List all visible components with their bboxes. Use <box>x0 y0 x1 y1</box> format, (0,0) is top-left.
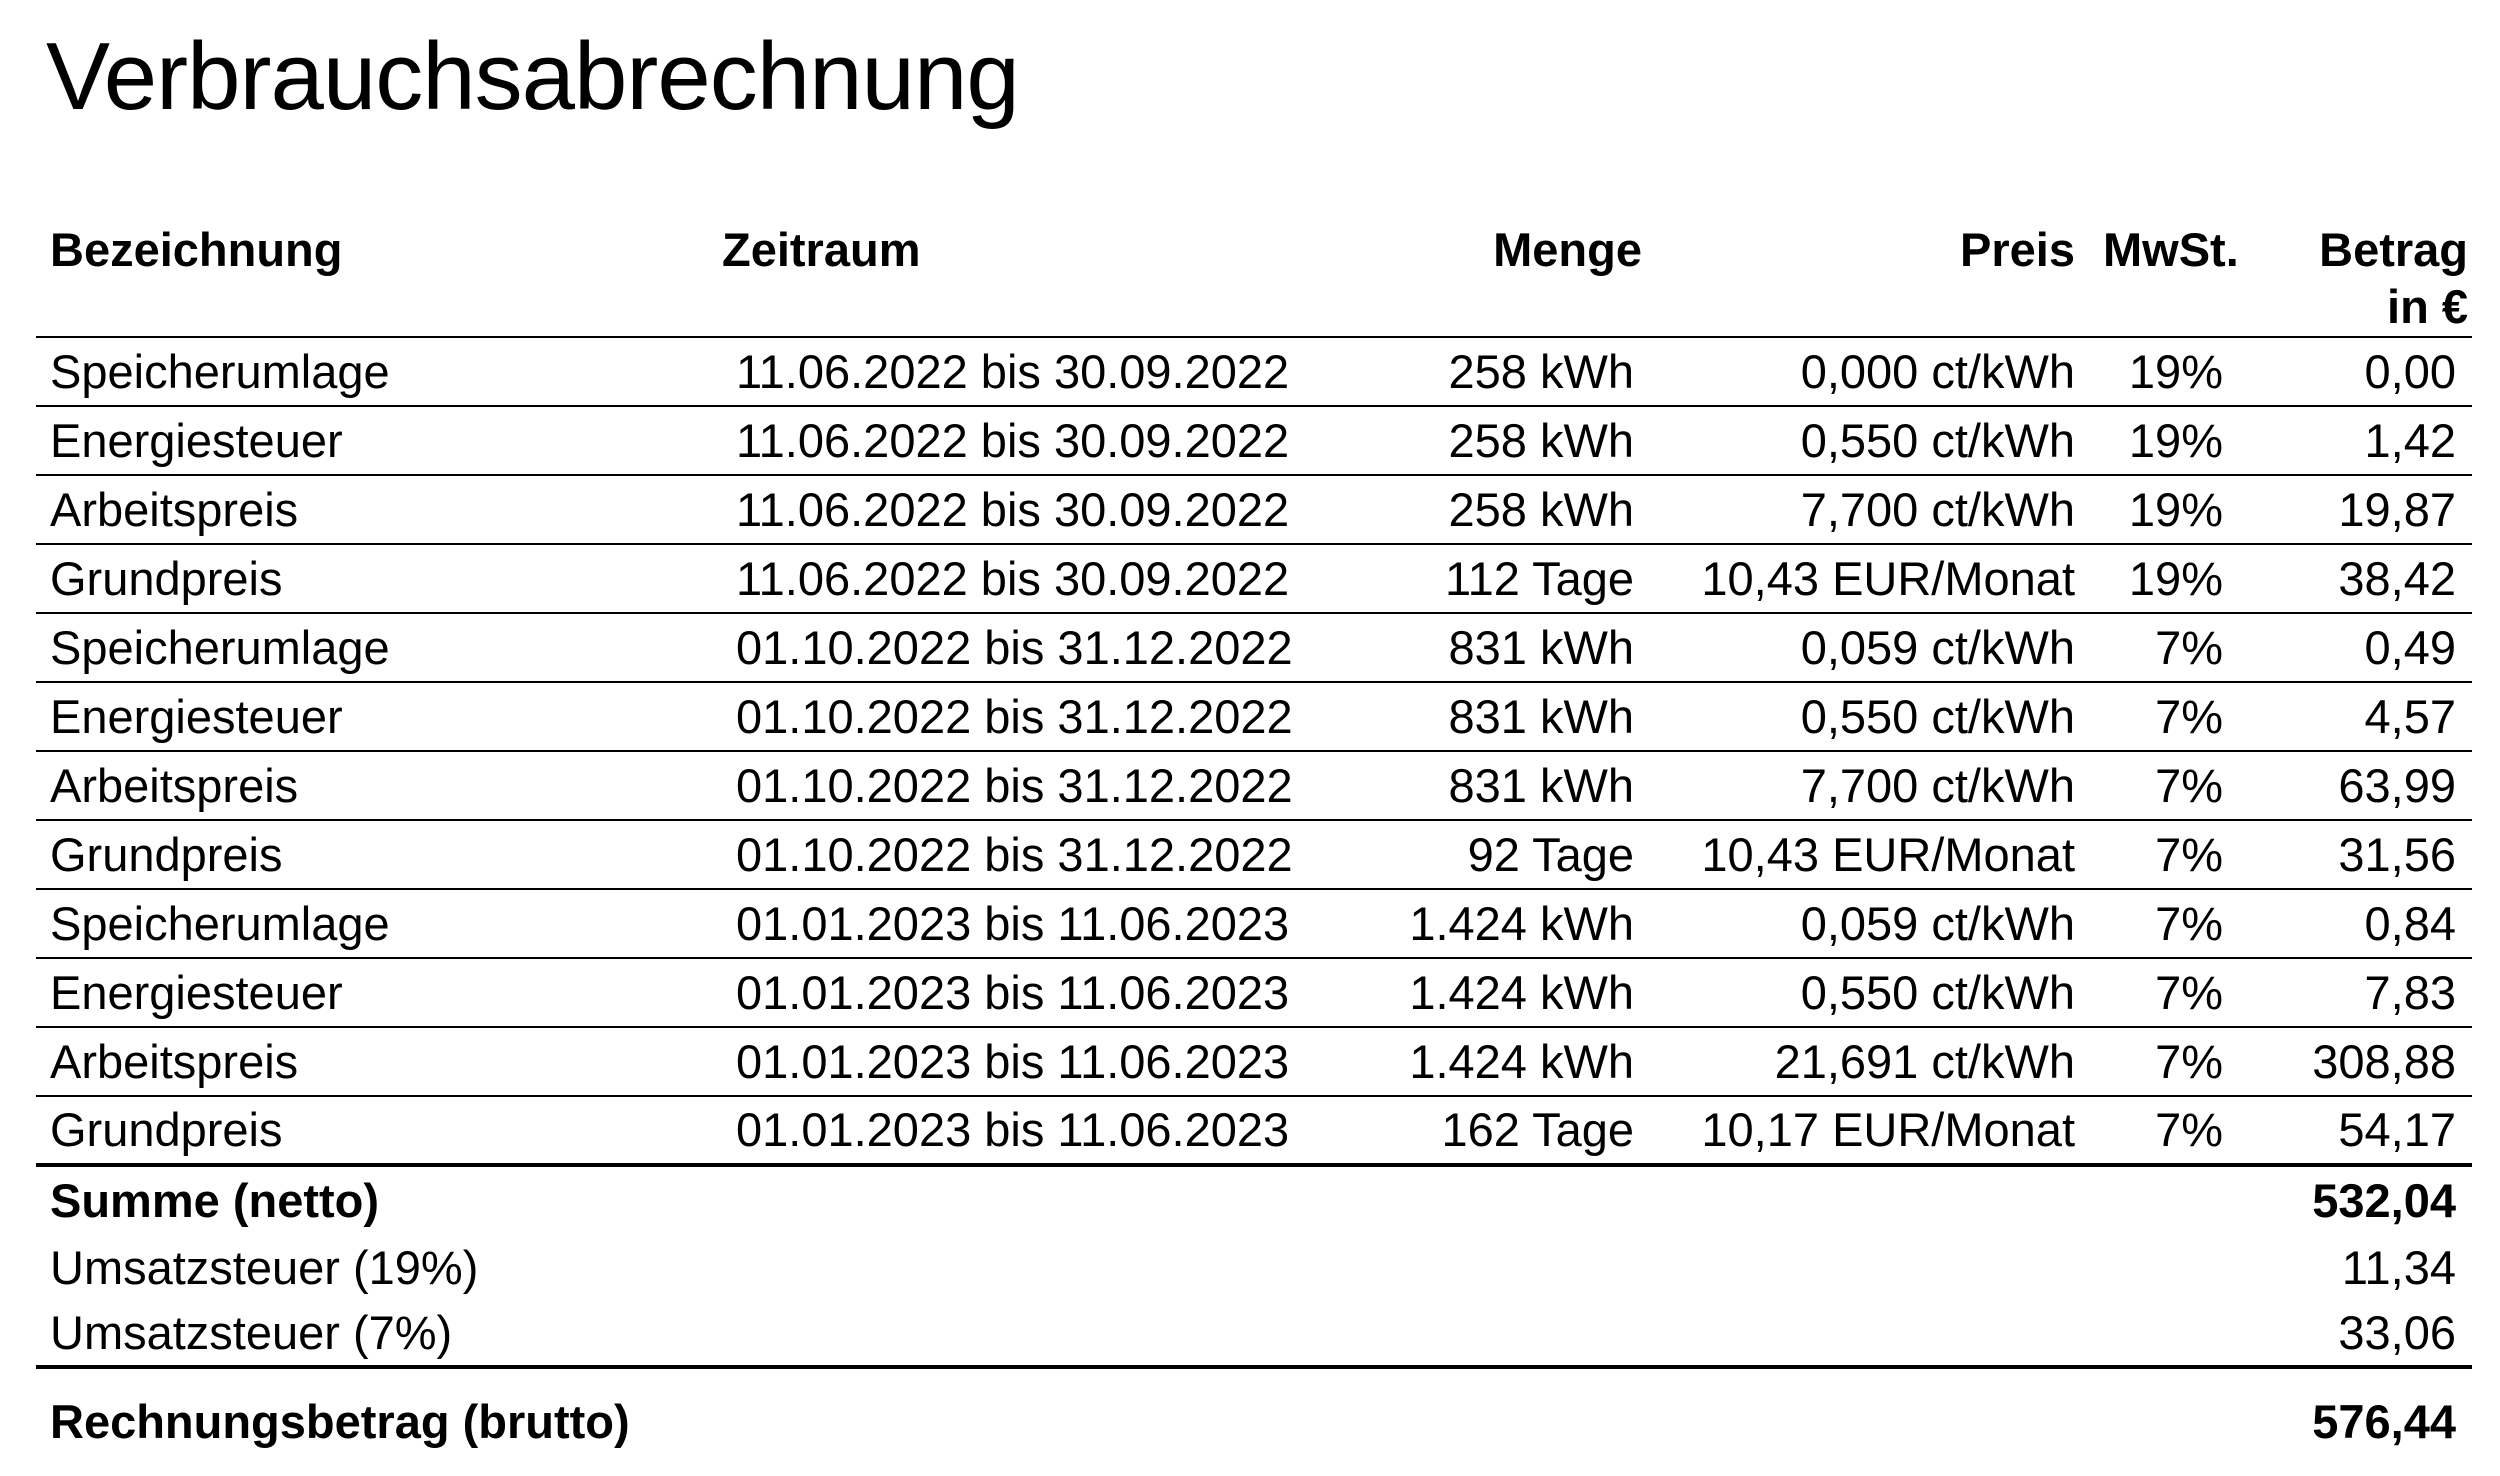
cell-bezeichnung: Grundpreis <box>36 820 704 889</box>
summary-net-row <box>36 1165 2472 1235</box>
cell-preis: 10,43 EUR/Monat <box>1654 820 2087 889</box>
header-preis: Preis <box>1654 207 2087 337</box>
cell-zeitraum: 01.10.2022 bis 31.12.2022 <box>704 682 1344 751</box>
cell-preis: 0,000 ct/kWh <box>1654 337 2087 406</box>
summary-vat7-row <box>36 1301 2472 1367</box>
cell-bezeichnung: Speicherumlage <box>36 889 704 958</box>
page-title: Verbrauchsabrechnung <box>46 23 1019 130</box>
cell-zeitraum: 11.06.2022 bis 30.09.2022 <box>704 337 1344 406</box>
cell-preis: 0,059 ct/kWh <box>1654 889 2087 958</box>
cell-bezeichnung: Energiesteuer <box>36 958 704 1027</box>
cell-zeitraum: 01.10.2022 bis 31.12.2022 <box>704 820 1344 889</box>
table-row <box>36 337 2472 406</box>
cell-zeitraum: 11.06.2022 bis 30.09.2022 <box>704 475 1344 544</box>
cell-bezeichnung: Speicherumlage <box>36 337 704 406</box>
cell-mwst: 19% <box>2087 337 2249 406</box>
cell-mwst: 7% <box>2087 1096 2249 1165</box>
cell-betrag: 0,49 <box>2249 613 2472 682</box>
cell-menge: 258 kWh <box>1344 475 1654 544</box>
summary-section <box>36 1165 2472 1463</box>
cell-mwst: 7% <box>2087 613 2249 682</box>
header-menge: Menge <box>1344 207 1654 337</box>
table-row <box>36 406 2472 475</box>
cell-betrag: 7,83 <box>2249 958 2472 1027</box>
cell-menge: 1.424 kWh <box>1344 1027 1654 1096</box>
header-betrag <box>2249 207 2472 337</box>
cell-preis: 0,550 ct/kWh <box>1654 958 2087 1027</box>
cell-bezeichnung: Grundpreis <box>36 1096 704 1165</box>
cell-menge: 1.424 kWh <box>1344 958 1654 1027</box>
cell-menge: 92 Tage <box>1344 820 1654 889</box>
header-betrag-line2: in € <box>2387 280 2468 334</box>
summary-vat19-label: Umsatzsteuer (19%) <box>50 1241 479 1295</box>
cell-betrag: 4,57 <box>2249 682 2472 751</box>
summary-gross-label: Rechnungsbetrag (brutto) <box>50 1395 630 1449</box>
cell-preis: 10,17 EUR/Monat <box>1654 1096 2087 1165</box>
cell-mwst: 7% <box>2087 889 2249 958</box>
header-row <box>36 207 2472 337</box>
cell-menge: 258 kWh <box>1344 337 1654 406</box>
cell-zeitraum: 11.06.2022 bis 30.09.2022 <box>704 406 1344 475</box>
table-header <box>36 207 2472 337</box>
table-row <box>36 613 2472 682</box>
header-mwst: MwSt. <box>2087 207 2249 337</box>
cell-preis: 0,550 ct/kWh <box>1654 682 2087 751</box>
cell-menge: 831 kWh <box>1344 682 1654 751</box>
cell-betrag: 38,42 <box>2249 544 2472 613</box>
cell-mwst: 7% <box>2087 751 2249 820</box>
table-row <box>36 475 2472 544</box>
summary-net-value: 532,04 <box>2312 1174 2456 1228</box>
cell-mwst: 19% <box>2087 406 2249 475</box>
cell-menge: 831 kWh <box>1344 751 1654 820</box>
summary-gross-row <box>36 1367 2472 1463</box>
cell-zeitraum: 11.06.2022 bis 30.09.2022 <box>704 544 1344 613</box>
cell-bezeichnung: Speicherumlage <box>36 613 704 682</box>
invoice-table <box>36 207 2472 1463</box>
cell-mwst: 7% <box>2087 820 2249 889</box>
table-row <box>36 1027 2472 1096</box>
cell-preis: 7,700 ct/kWh <box>1654 751 2087 820</box>
cell-bezeichnung: Grundpreis <box>36 544 704 613</box>
cell-betrag: 1,42 <box>2249 406 2472 475</box>
cell-preis: 0,059 ct/kWh <box>1654 613 2087 682</box>
cell-mwst: 19% <box>2087 544 2249 613</box>
cell-menge: 831 kWh <box>1344 613 1654 682</box>
cell-betrag: 0,84 <box>2249 889 2472 958</box>
cell-betrag: 31,56 <box>2249 820 2472 889</box>
table-row <box>36 889 2472 958</box>
cell-preis: 7,700 ct/kWh <box>1654 475 2087 544</box>
cell-menge: 162 Tage <box>1344 1096 1654 1165</box>
table-row <box>36 544 2472 613</box>
cell-bezeichnung: Energiesteuer <box>36 682 704 751</box>
summary-vat7-value: 33,06 <box>2249 1301 2472 1367</box>
cell-betrag: 308,88 <box>2249 1027 2472 1096</box>
cell-betrag: 0,00 <box>2249 337 2472 406</box>
table-body <box>36 337 2472 1165</box>
cell-preis: 10,43 EUR/Monat <box>1654 544 2087 613</box>
summary-vat19-value: 11,34 <box>2341 1241 2456 1295</box>
cell-mwst: 7% <box>2087 958 2249 1027</box>
header-betrag-line1: Betrag <box>2319 223 2468 276</box>
cell-menge: 1.424 kWh <box>1344 889 1654 958</box>
summary-gross-value: 576,44 <box>2312 1395 2456 1449</box>
table-row <box>36 682 2472 751</box>
cell-zeitraum: 01.01.2023 bis 11.06.2023 <box>704 889 1344 958</box>
summary-vat19-row <box>36 1235 2472 1301</box>
table-row <box>36 958 2472 1027</box>
cell-bezeichnung: Energiesteuer <box>36 406 704 475</box>
cell-zeitraum: 01.01.2023 bis 11.06.2023 <box>704 1027 1344 1096</box>
table-row <box>36 751 2472 820</box>
cell-mwst: 7% <box>2087 682 2249 751</box>
cell-mwst: 7% <box>2087 1027 2249 1096</box>
table-row <box>36 820 2472 889</box>
cell-betrag: 19,87 <box>2249 475 2472 544</box>
cell-zeitraum: 01.10.2022 bis 31.12.2022 <box>704 751 1344 820</box>
header-zeitraum: Zeitraum <box>704 207 1344 337</box>
table-row <box>36 1096 2472 1165</box>
cell-bezeichnung: Arbeitspreis <box>36 751 704 820</box>
cell-zeitraum: 01.01.2023 bis 11.06.2023 <box>704 1096 1344 1165</box>
cell-mwst: 19% <box>2087 475 2249 544</box>
cell-betrag: 63,99 <box>2249 751 2472 820</box>
cell-preis: 21,691 ct/kWh <box>1654 1027 2087 1096</box>
cell-menge: 112 Tage <box>1344 544 1654 613</box>
header-bezeichnung: Bezeichnung <box>36 207 704 337</box>
cell-bezeichnung: Arbeitspreis <box>36 1027 704 1096</box>
cell-bezeichnung: Arbeitspreis <box>36 475 704 544</box>
cell-preis: 0,550 ct/kWh <box>1654 406 2087 475</box>
summary-net-label: Summe (netto) <box>50 1174 379 1228</box>
cell-zeitraum: 01.10.2022 bis 31.12.2022 <box>704 613 1344 682</box>
cell-betrag: 54,17 <box>2249 1096 2472 1165</box>
cell-menge: 258 kWh <box>1344 406 1654 475</box>
summary-vat7-label: Umsatzsteuer (7%) <box>36 1301 2249 1367</box>
cell-zeitraum: 01.01.2023 bis 11.06.2023 <box>704 958 1344 1027</box>
